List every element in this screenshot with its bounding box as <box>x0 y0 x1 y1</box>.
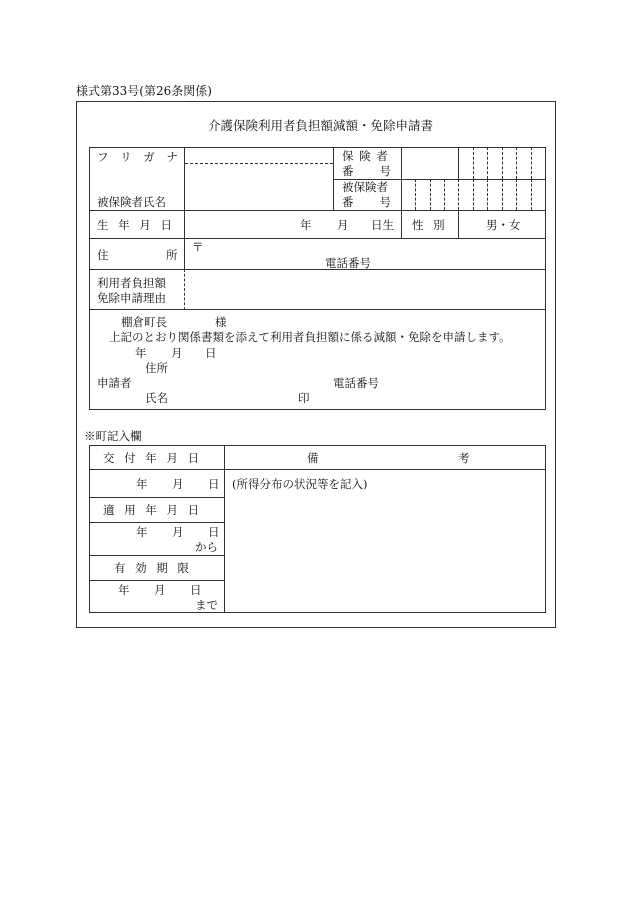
address-label-a: 住 <box>97 248 109 262</box>
row-divider <box>89 269 546 270</box>
issue-month: 月 <box>172 477 184 491</box>
col-divider <box>401 147 402 210</box>
until-label: まで <box>195 598 218 612</box>
declaration-phone-label: 電話番号 <box>333 376 379 390</box>
declaration-year: 年 <box>135 346 147 360</box>
apply-date-label: 適 用 年 月 日 <box>103 503 203 517</box>
issue-year: 年 <box>136 477 148 491</box>
digit-divider <box>458 179 459 210</box>
digit-divider <box>516 179 517 210</box>
row-divider <box>89 555 224 556</box>
declaration-name-label: 氏名 <box>145 391 168 405</box>
digit-divider <box>444 179 445 210</box>
digit-divider <box>458 147 459 179</box>
digit-divider <box>487 179 488 210</box>
apply-month: 月 <box>172 525 184 539</box>
apply-year: 年 <box>136 525 148 539</box>
birthdate-label: 生 年 月 日 <box>97 218 175 232</box>
row-divider <box>89 469 546 470</box>
insurer-number-label-1: 保 険 者 <box>342 149 389 163</box>
office-section-heading: ※町記入欄 <box>84 429 142 443</box>
digit-divider <box>415 179 416 210</box>
seal-mark: 印 <box>298 391 310 405</box>
remarks-label-b: 考 <box>458 451 470 465</box>
digit-divider <box>473 179 474 210</box>
insurer-number-label-2: 番 号 <box>342 164 392 178</box>
digit-divider <box>502 147 503 179</box>
row-divider <box>89 238 546 239</box>
birthdate-month: 月 <box>337 218 349 232</box>
declaration-body: 上記のとおり関係書類を添えて利用者負担額に係る減額・免除を申請します。 <box>109 330 511 344</box>
from-label: から <box>195 540 218 554</box>
col-divider <box>184 147 185 269</box>
valid-day: 日 <box>190 583 202 597</box>
reason-divider <box>184 269 185 310</box>
insured-name-label: 被保険者氏名 <box>97 195 166 209</box>
row-divider <box>89 522 224 523</box>
form-number: 様式第33号(第26条関係) <box>76 84 212 98</box>
remarks-label-a: 備 <box>307 451 319 465</box>
col-divider <box>333 147 334 210</box>
declaration-month: 月 <box>171 346 183 360</box>
digit-divider <box>487 147 488 179</box>
birthdate-year: 年 <box>300 218 312 232</box>
apply-day: 日 <box>208 525 220 539</box>
remarks-note: (所得分布の状況等を記入) <box>232 477 368 491</box>
sex-value: 男・女 <box>486 218 521 232</box>
valid-period-label: 有 効 期 限 <box>114 561 192 575</box>
phone-label: 電話番号 <box>325 256 371 270</box>
valid-month: 月 <box>154 583 166 597</box>
reason-label-1: 利用者負担額 <box>97 276 166 290</box>
issue-day: 日 <box>208 477 220 491</box>
digit-divider <box>516 147 517 179</box>
postal-mark: 〒 <box>192 240 204 254</box>
digit-divider <box>473 147 474 179</box>
applicant-label: 申請者 <box>97 376 132 390</box>
col-divider <box>458 210 459 238</box>
furigana-divider <box>185 163 333 164</box>
digit-divider <box>430 179 431 210</box>
row-divider <box>89 210 546 211</box>
digit-divider <box>531 179 532 210</box>
issue-date-label: 交 付 年 月 日 <box>103 451 203 465</box>
honorific: 様 <box>215 315 227 329</box>
declaration-address-label: 住所 <box>145 361 168 375</box>
reason-label-2: 免除申請理由 <box>97 291 166 305</box>
digit-divider <box>531 147 532 179</box>
valid-year: 年 <box>118 583 130 597</box>
address-label-b: 所 <box>166 248 178 262</box>
addressee: 棚倉町長 <box>121 315 167 329</box>
form-title: 介護保険利用者負担額減額・免除申請書 <box>208 118 434 133</box>
sex-label: 性 別 <box>412 218 448 232</box>
digit-divider <box>502 179 503 210</box>
furigana-label: フ リ ガ ナ <box>97 150 182 164</box>
row-divider <box>89 497 224 498</box>
insured-number-label-1: 被保険者 <box>342 180 388 194</box>
birthdate-day: 日生 <box>371 218 394 232</box>
col-divider <box>224 445 225 613</box>
row-divider <box>89 580 224 581</box>
col-divider <box>401 210 402 238</box>
insured-number-label-2: 番 号 <box>342 195 392 209</box>
declaration-day: 日 <box>205 346 217 360</box>
